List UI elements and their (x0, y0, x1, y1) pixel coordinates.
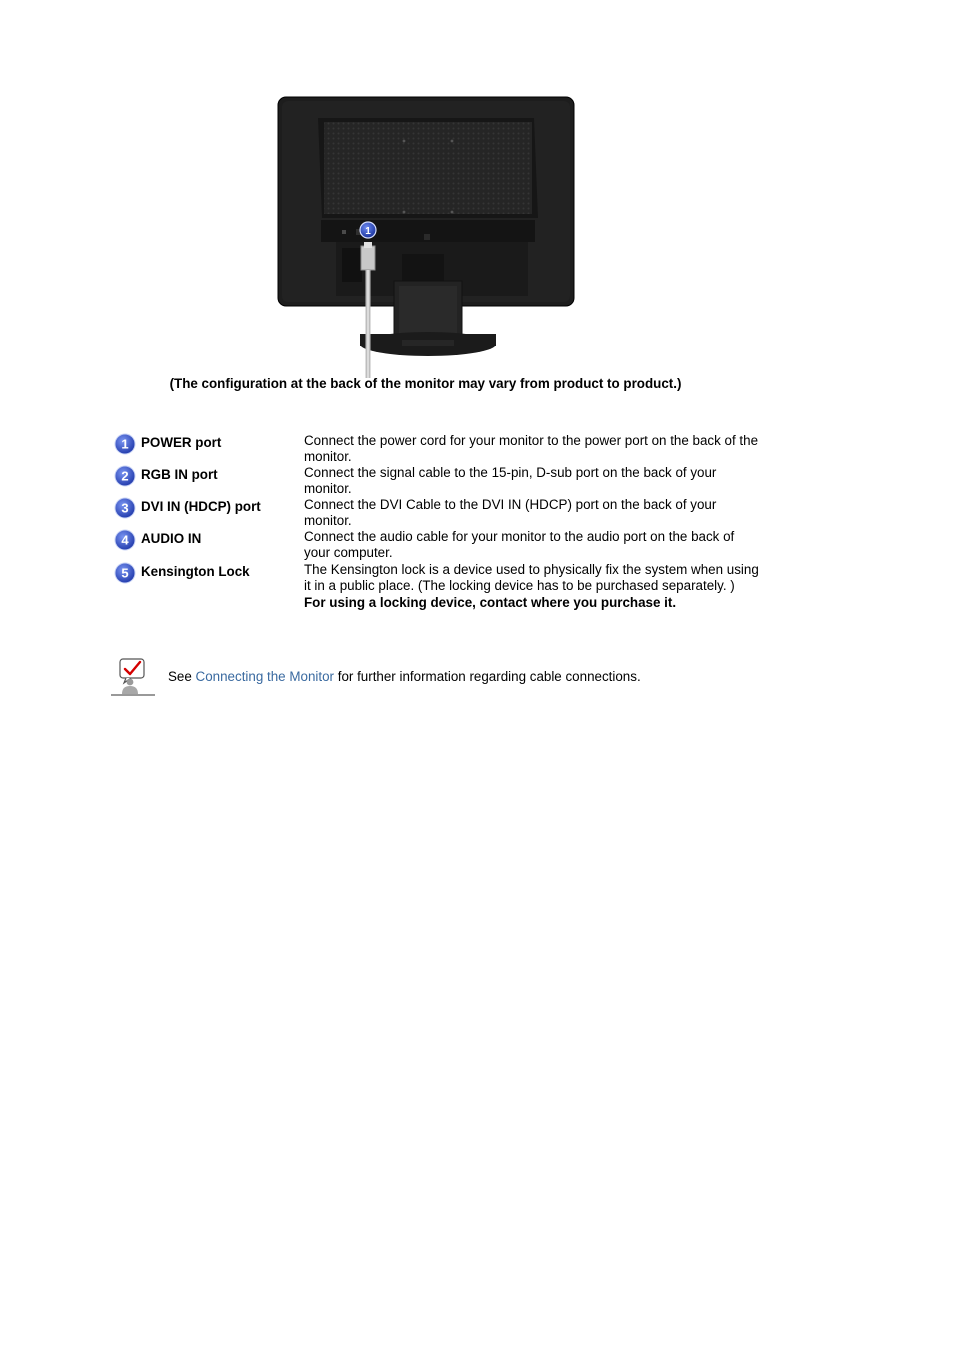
port-description-block (304, 562, 764, 611)
figure-badge-number: 1 (365, 226, 371, 237)
note-prefix: See (168, 669, 196, 684)
connecting-the-monitor-link[interactable]: Connecting the Monitor (195, 669, 334, 684)
port-description: The Kensington lock is a device used to physically fix the system when using it in a public place. (The locking device has to be purchased separately. ) (304, 562, 759, 593)
port-description: Connect the signal cable to the 15-pin, D-sub port on the back of your monitor. (304, 465, 717, 496)
port-description: Connect the audio cable for your monitor to the audio port on the back of your computer. (304, 529, 735, 560)
number-badge-1-icon (114, 433, 136, 455)
note-person-checkmark-icon (110, 658, 156, 696)
note-suffix: for further information regarding cable connections. (334, 669, 641, 684)
port-name: POWER port (141, 435, 222, 450)
port-description: Connect the power cord for your monitor to the power port on the back of the monitor. (304, 433, 759, 464)
port-name: RGB IN port (141, 467, 218, 482)
number-badge-4-icon (114, 529, 136, 551)
port-description: Connect the DVI Cable to the DVI IN (HDCP) port on the back of your monitor. (304, 497, 717, 528)
number-badge-5-icon (114, 562, 136, 584)
svg-text:4: 4 (121, 532, 129, 548)
svg-text:3: 3 (121, 500, 129, 516)
svg-text:5: 5 (121, 565, 129, 581)
cable-info-note (168, 669, 641, 684)
figure-caption: (The configuration at the back of the monitor may vary from product to product.) (169, 376, 682, 391)
number-badge-3-icon (114, 497, 136, 519)
port-name: DVI IN (HDCP) port (141, 499, 261, 514)
svg-text:1: 1 (121, 436, 129, 452)
port-note: For using a locking device, contact where you purchase it. (304, 595, 677, 610)
port-name: Kensington Lock (141, 564, 250, 579)
number-badge-2-icon (114, 465, 136, 487)
port-name: AUDIO IN (141, 531, 202, 546)
monitor-back-illustration (276, 96, 576, 378)
svg-text:2: 2 (121, 468, 129, 484)
